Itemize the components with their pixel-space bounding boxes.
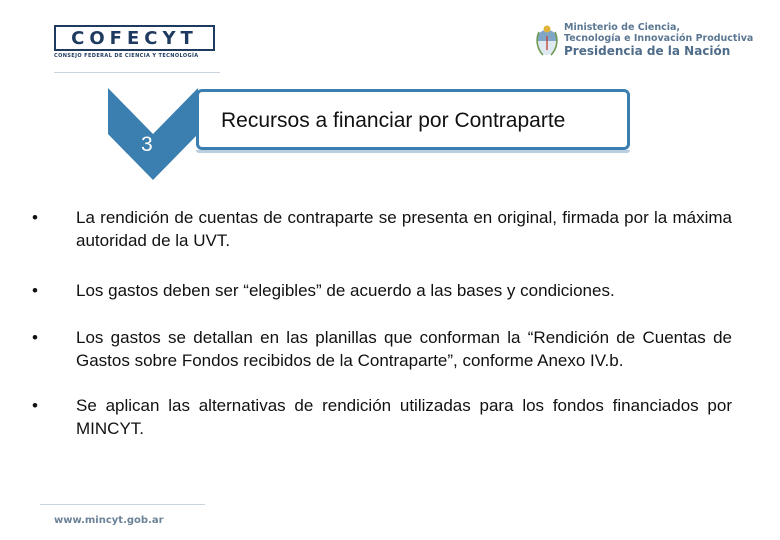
ministerio-text — [564, 22, 753, 59]
list-item — [32, 206, 732, 252]
ministerio-line-1: Ministerio de Ciencia, — [564, 22, 681, 33]
cofecyt-wordmark-box — [54, 25, 215, 51]
bullet-text: La rendición de cuentas de contraparte se presenta en original, firmada por la máxima autoridad de la UVT. — [76, 208, 732, 250]
ministerio-line-2: Tecnología e Innovación Productiva — [564, 33, 754, 44]
list-item — [32, 394, 732, 440]
footer-url: www.mincyt.gob.ar — [54, 515, 164, 526]
bullet-list — [32, 206, 732, 440]
list-item — [32, 279, 732, 302]
list-item — [32, 326, 732, 372]
bullet-text: Los gastos deben ser “elegibles” de acuerdo a las bases y condiciones. — [76, 281, 615, 300]
ministerio-line-3: Presidencia de la Nación — [564, 44, 731, 58]
cofecyt-subtitle: CONSEJO FEDERAL DE CIENCIA Y TECNOLOGÍA — [54, 53, 199, 59]
section-title-box — [196, 89, 630, 150]
argentina-coat-of-arms-icon — [534, 24, 560, 58]
bullet-dot: • — [32, 208, 38, 227]
footer-divider — [40, 504, 205, 505]
section-title: Recursos a financiar por Contraparte — [221, 109, 566, 132]
section-number: 3 — [141, 133, 153, 156]
ministerio-logo — [534, 22, 754, 64]
bullet-text: Se aplican las alternativas de rendición utilizadas para los fondos financiados por MINCYT. — [76, 396, 732, 438]
bullet-dot: • — [32, 328, 38, 347]
cofecyt-logo — [54, 25, 215, 59]
bullet-dot: • — [32, 281, 38, 300]
bullet-dot: • — [32, 396, 38, 415]
section-chevron-shape — [108, 88, 198, 180]
cofecyt-wordmark: COFECYT — [71, 27, 198, 49]
header-divider — [54, 72, 220, 73]
bullet-text: Los gastos se detallan en las planillas que conforman la “Rendición de Cuentas de Gastos sobre Fondos recibidos de la Contraparte”, conforme Anexo IV.b. — [76, 328, 732, 370]
